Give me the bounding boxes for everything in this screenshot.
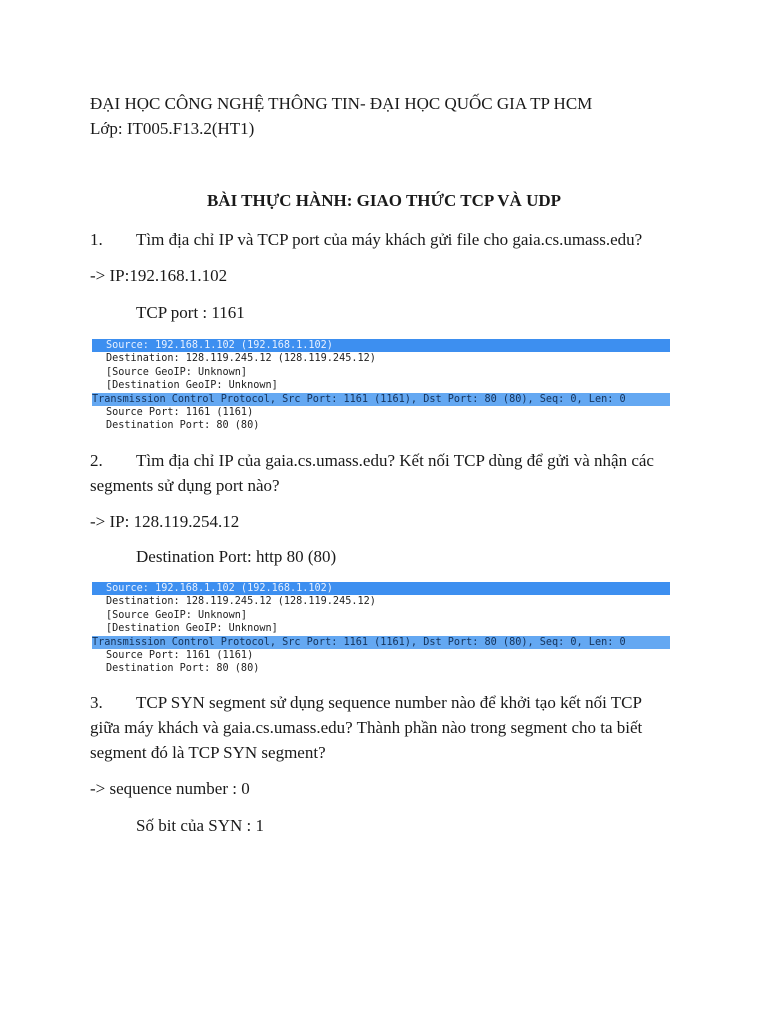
question-text-continued: segments sử dụng port nào? xyxy=(90,476,280,495)
university-header: ĐẠI HỌC CÔNG NGHỆ THÔNG TIN- ĐẠI HỌC QUỐC GIA TP HCM xyxy=(90,94,593,113)
question-text-continued: giữa máy khách và gaia.cs.umass.edu? Thành phần nào trong segment cho ta biết xyxy=(90,718,643,737)
answer-syn-bit: Số bit của SYN : 1 xyxy=(136,816,264,835)
question-number: 3. xyxy=(90,693,103,712)
answer-sequence-number: -> sequence number : 0 xyxy=(90,779,250,798)
packet-line-source: Source: 192.168.1.102 (192.168.1.102) xyxy=(92,582,670,595)
question-text: Tìm địa chỉ IP và TCP port của máy khách gửi file cho gaia.cs.umass.edu? xyxy=(136,230,643,249)
packet-line-source-port: Source Port: 1161 (1161) xyxy=(106,406,254,418)
class-label: Lớp: IT005.F13.2(HT1) xyxy=(90,119,255,138)
packet-line-destination-geoip: [Destination GeoIP: Unknown] xyxy=(106,380,278,392)
packet-line-source-geoip: [Source GeoIP: Unknown] xyxy=(106,366,248,378)
question-2 xyxy=(0,450,768,472)
packet-line-destination-geoip: [Destination GeoIP: Unknown] xyxy=(106,623,278,635)
packet-line-source-geoip: [Source GeoIP: Unknown] xyxy=(106,609,248,621)
packet-line-destination-port: Destination Port: 80 (80) xyxy=(106,420,260,432)
packet-line-tcp-header: Transmission Control Protocol, Src Port: 1161 (1161), Dst Port: 80 (80), Seq: 0, Len: 0 xyxy=(92,393,670,406)
packet-line-destination: Destination: 128.119.245.12 (128.119.245.12) xyxy=(106,596,376,608)
question-text: TCP SYN segment sử dụng sequence number nào để khởi tạo kết nối TCP xyxy=(136,693,642,712)
answer-ip: -> IP: 128.119.254.12 xyxy=(90,512,240,531)
packet-line-source-port: Source Port: 1161 (1161) xyxy=(106,649,254,661)
packet-line-tcp-header: Transmission Control Protocol, Src Port: 1161 (1161), Dst Port: 80 (80), Seq: 0, Len: 0 xyxy=(92,636,670,649)
question-text: Tìm địa chỉ IP của gaia.cs.umass.edu? Kết nối TCP dùng để gửi và nhận các xyxy=(136,451,654,470)
packet-details-screenshot-1 xyxy=(92,339,670,433)
document-title: BÀI THỰC HÀNH: GIAO THỨC TCP VÀ UDP xyxy=(206,191,562,210)
answer-tcp-port: TCP port : 1161 xyxy=(136,303,245,322)
answer-ip: -> IP:192.168.1.102 xyxy=(90,266,228,285)
question-number: 2. xyxy=(90,451,103,470)
question-3 xyxy=(0,692,768,714)
packet-line-destination: Destination: 128.119.245.12 (128.119.245.12) xyxy=(106,353,376,365)
question-number: 1. xyxy=(90,230,103,249)
question-text-continued: segment đó là TCP SYN segment? xyxy=(90,743,326,762)
packet-details-screenshot-2 xyxy=(92,582,670,676)
packet-line-destination-port: Destination Port: 80 (80) xyxy=(106,663,260,675)
question-1 xyxy=(0,229,768,251)
answer-destination-port: Destination Port: http 80 (80) xyxy=(136,547,337,566)
packet-line-source: Source: 192.168.1.102 (192.168.1.102) xyxy=(92,339,670,352)
